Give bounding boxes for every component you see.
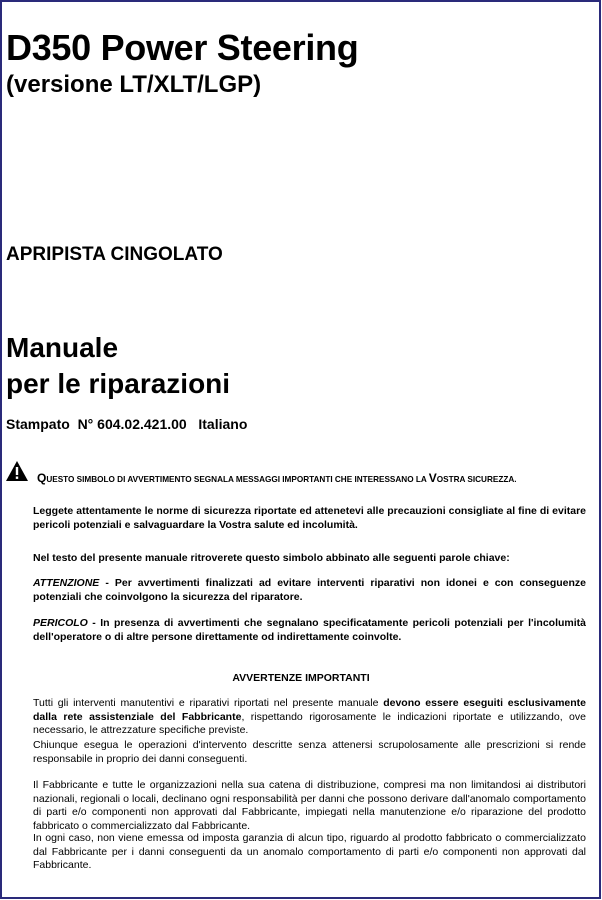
pericolo-paragraph xyxy=(33,617,586,644)
maintenance-text-bold: devono essere eseguiti esclusivamente dalla rete assistenziale del Fabbricante xyxy=(33,697,586,723)
warning-rest-1: UESTO SIMBOLO DI AVVERTIMENTO SEGNALA MESSAGGI IMPORTANTI CHE INTERESSANO LA xyxy=(46,475,429,484)
keywords-intro: Nel testo del presente manuale ritroverete questo simbolo abbinato alle seguenti parole chiave: xyxy=(33,552,510,564)
warning-triangle-icon xyxy=(5,460,29,482)
machine-type: APRIPISTA CINGOLATO xyxy=(6,244,223,265)
document-title: D350 Power Steering xyxy=(6,27,359,68)
print-number: Stampato N° 604.02.421.00 Italiano xyxy=(6,416,248,432)
attenzione-label: ATTENZIONE xyxy=(33,577,100,589)
pericolo-label: PERICOLO xyxy=(33,617,88,629)
warning-symbol-text xyxy=(37,471,517,487)
warranty-paragraph: In ogni caso, non viene emessa od imposta garanzia di alcun tipo, riguardo al prodotto fabbricato o commercializzato dal Fabbricante per i danni conseguenti da un anomalo comportamento di parti e/o componenti non approvati dal Fabbricante. xyxy=(33,832,586,872)
manual-title-line1: Manuale xyxy=(6,332,119,363)
safety-read-paragraph: Leggete attentamente le norme di sicurezza riportate ed attenetevi alle precauzioni consigliate al fine di evitare pericoli potenziali e salvaguardare la Vostra salute ed incolumità. xyxy=(33,505,586,531)
responsibility-paragraph: Chiunque esegua le operazioni d'intervento descritte senza attenersi scrupolosamente alle prescrizioni si rende responsabile in proprio dei danni conseguenti. xyxy=(33,739,586,765)
important-heading: AVVERTENZE IMPORTANTI xyxy=(232,672,370,684)
manufacturer-paragraph: Il Fabbricante e tutte le organizzazioni nella sua catena di distribuzione, compresi ma non limitandosi ai distributori nazionali, regionali o locali, declinano ogni responsabilità per danni che possono derivare dall'anomalo comportamento di parti e/o componenti non approvati dal Fabbricante, impiegati nella manutenzione e/o riparazione del prodotto fabbricato o commercializzato dal Fabbricante. xyxy=(33,779,586,832)
maintenance-paragraph xyxy=(33,697,586,738)
attenzione-text: - Per avvertimenti finalizzati ad evitare interventi riparativi non idonei e con conseguenze potenziali che coinvolgono la sicurezza del riparatore. xyxy=(33,577,586,603)
manual-title-line2: per le riparazioni xyxy=(6,368,231,399)
warning-rest-2: OSTRA SICUREZZA. xyxy=(436,475,517,484)
maintenance-text-a: Tutti gli interventi manutentivi e riparativi riportati nel presente manuale xyxy=(33,697,384,709)
warning-cap-1: Q xyxy=(37,471,47,485)
maintenance-text-b: , rispettando rigorosamente le indicazioni riportate e utilizzando, ove necessario, le attrezzature specifiche previste. xyxy=(33,710,586,737)
attenzione-paragraph xyxy=(33,577,586,604)
warning-cap-2: V xyxy=(428,471,437,485)
document-version: (versione LT/XLT/LGP) xyxy=(6,71,262,98)
pericolo-text: - In presenza di avvertimenti che segnalano specificatamente pericoli potenziali per l'incolumità dell'operatore o di altre persone direttamente od indirettamente coinvolte. xyxy=(33,617,586,643)
